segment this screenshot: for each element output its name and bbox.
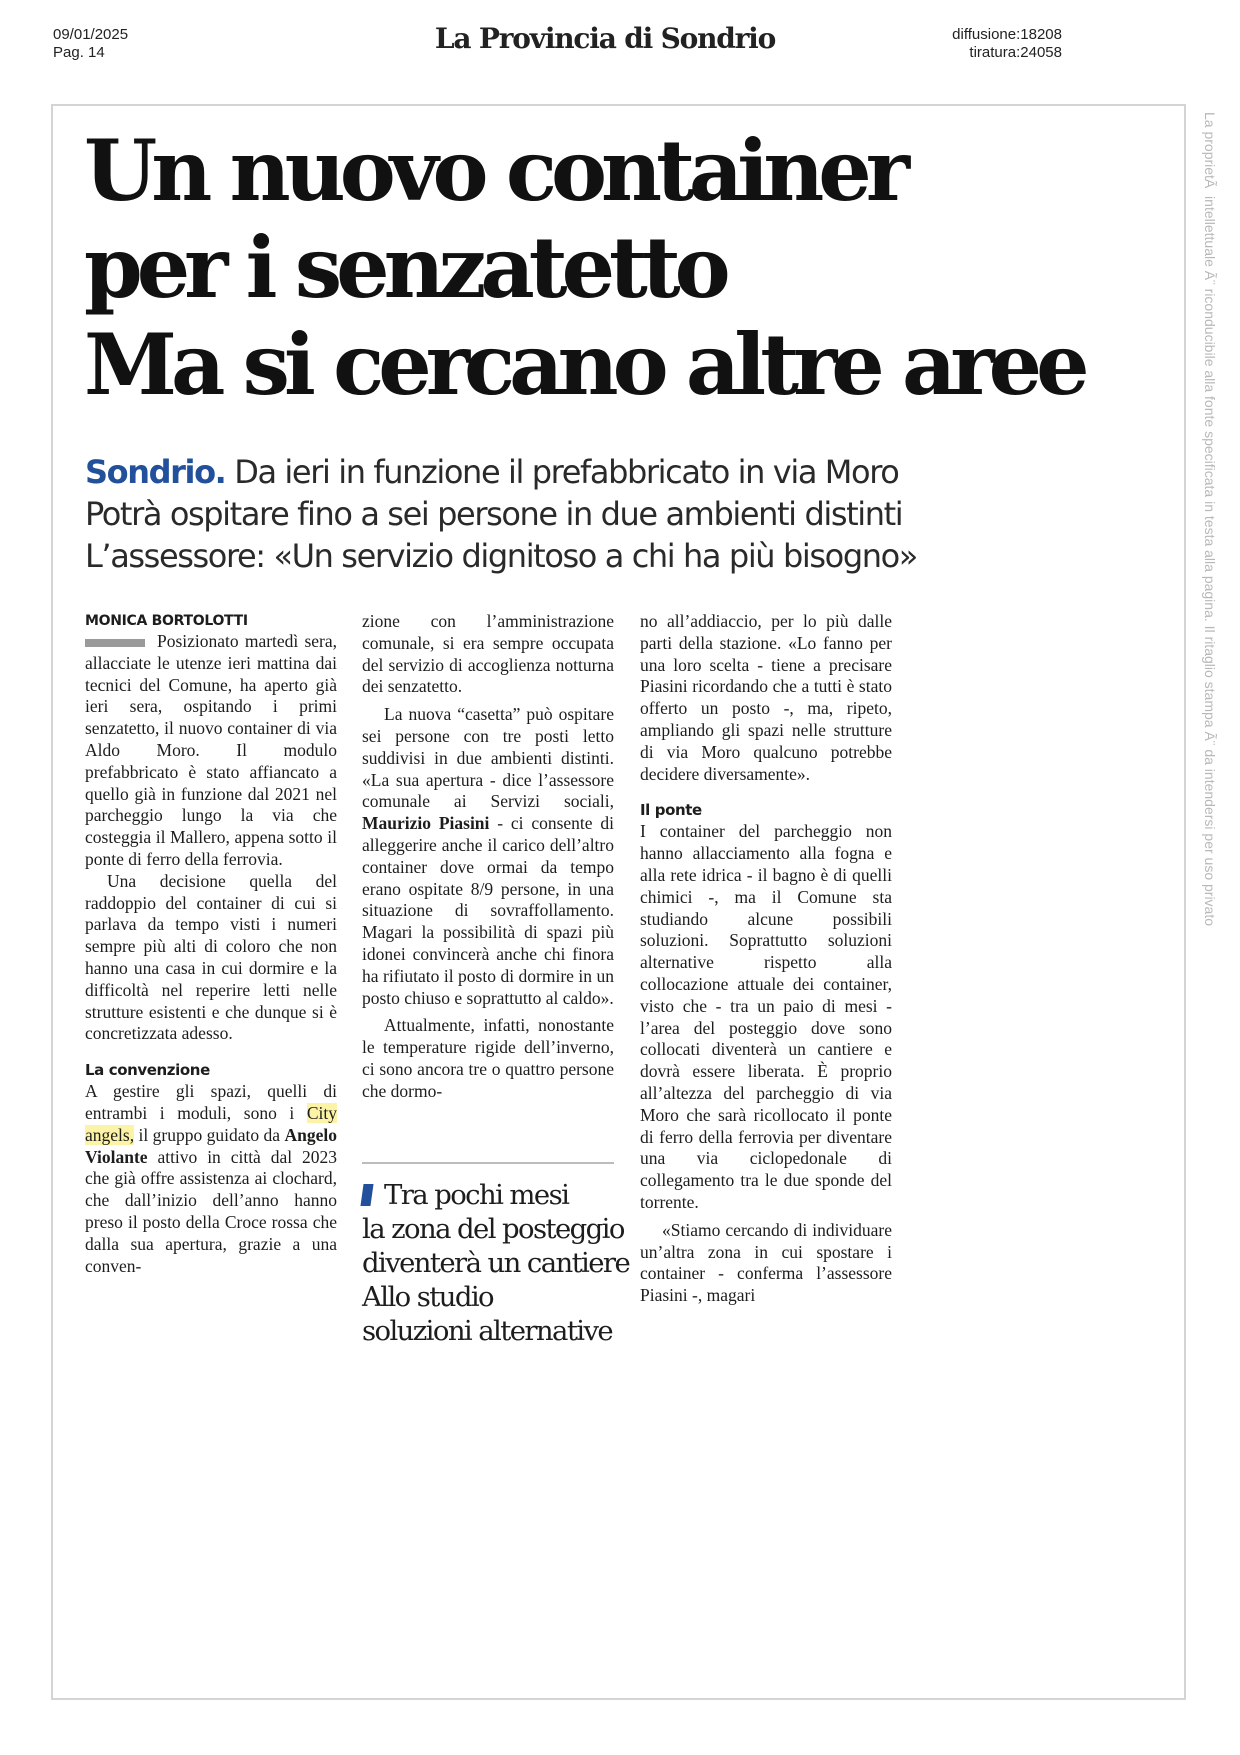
body-paragraph: Una decisione quella del raddoppio del container di cui si parlava da tempo visti i numeri sempre più alti di coloro che non hanno una casa in cui dormire e la difficoltà nel reperire letti nelle strutture esistenti e che dunque si è concretizzata adesso. [85,870,337,1044]
body-paragraph: zione con l’amministrazione comunale, si era sempre occupata del servizio di accoglienza notturna dei senzatetto. [362,611,614,697]
pull-quote-marker [360,1184,373,1206]
headline-line-3: Ma si cercano altre aree [84,315,1084,414]
page-meta-right [952,26,1062,62]
section-heading-convenzione: La convenzione [85,1061,210,1080]
page-number: Pag. 14 [53,44,105,61]
body-paragraph: A gestire gli spazi, quelli di entrambi i moduli, sono i City angels, il gruppo guidato da Angelo Violante attivo in città dal 2023 che già offre assistenza ai clochard, che dall’inizio dell’anno hanno preso il posto della Croce rossa che dalla sua apertura, grazie a una conven- [85,1081,337,1276]
newspaper-masthead: La Provincia di Sondrio [434,22,776,55]
pull-quote-line-3: diventerà un cantiere [362,1247,630,1279]
pull-quote [362,1162,630,1348]
subhead-line-2: Potrà ospitare fino a sei persone in due ambienti distinti [85,495,903,533]
person-name: Angelo Violante [85,1124,337,1167]
copyright-notice: La proprietÃ intellettuale Ã¨ riconducibile alla fonte specificata in testa alla pagina. Il ritaglio stampa Ã¨ da intendersi per uso privato [1202,112,1218,927]
page-meta-left [53,26,128,62]
author-byline: MONICA BORTOLOTTI [85,613,248,629]
article-column-3 [640,611,892,1307]
article-column-1 [85,611,337,1277]
pull-quote-line-1: Tra pochi mesi [384,1179,569,1211]
article-column-2 [362,611,614,1103]
byline-rule [85,639,145,647]
section-heading-ponte: Il ponte [640,801,702,820]
pull-quote-line-4: Allo studio [362,1281,493,1313]
body-paragraph: Attualmente, infatti, nonostante le temperature rigide dell’inverno, ci sono ancora tre o quattro persone che dormo- [362,1015,614,1101]
dateline-kicker: Sondrio. [85,453,226,491]
print-run-figure: tiratura:24058 [969,44,1062,61]
pull-quote-line-2: la zona del posteggio [362,1213,624,1245]
body-paragraph: I container del parcheggio non hanno allacciamento alla fogna e alla rete idrica - il bagno è di quelli chimici -, ma il Comune sta studiando alcune possibili soluzioni. Soprattutto soluzioni alternative rispetto alla collocazione attuale dei container, visto che - tra un paio di mesi - l’area del posteggio dove sono collocati diventerà un cantiere e dovrà essere liberata. È proprio all’altezza del parcheggio di via Moro che sarà ricollocato il ponte di ferro della ferrovia per diventare una via ciclopedonale di collegamento tra le due sponde del torrente. [640,821,892,1212]
body-paragraph: La nuova “casetta” può ospitare sei persone con tre posti letto suddivisi in due ambienti distinti. «La sua apertura - dice l’assessore comunale ai Servizi sociali, Maurizio Piasini - ci consente di alleggerire anche il carico dell’altro container dove ormai da tempo erano ospitate 8/9 persone, in una situazione di sovraffollamento. Magari la possibilità di spazi più idonei convincerà anche chi finora ha rifiutato il posto di dormire in un posto chiuso e soprattutto al caldo». [362,704,614,1008]
circulation-figure: diffusione:18208 [952,26,1062,43]
headline-line-2: per i senzatetto [84,218,725,317]
article-subhead [85,451,915,577]
body-paragraph: no all’addiaccio, per lo più dalle parti della stazione. «Lo fanno per una loro scelta - tiene a precisare Piasini ricordando che a tutti è stato offerto un posto -, ma, ripeto, ampliando gli spazi nelle strutture di via Moro qualcuno potrebbe decidere diversamente». [640,611,892,784]
headline-line-1: Un nuovo container [84,121,904,220]
publication-date: 09/01/2025 [53,26,129,43]
pull-quote-line-5: soluzioni alternative [362,1315,613,1347]
subhead-line-3: L’assessore: «Un servizio dignitoso a chi ha più bisogno» [85,537,917,575]
article-headline [84,121,1084,414]
person-name: Maurizio Piasini [362,813,490,834]
body-paragraph: Posizionato martedì sera, allacciate le utenze ieri mattina dai tecnici del Comune, ha aperto già ieri sera, ospitando i primi senzatetto, il nuovo container di via Aldo Moro. Il modulo prefabbricato è stato affiancato a quello già in funzione dal 2021 nel parcheggio lungo la via che costeggia il Mallero, appena sotto il ponte di ferro della ferrovia. [85,631,337,869]
body-paragraph: «Stiamo cercando di individuare un’altra zona in cui spostare i container - conferma l’assessore Piasini -, magari [640,1219,892,1306]
subhead-line-1: Da ieri in funzione il prefabbricato in via Moro [234,453,899,491]
highlighted-text: City angels, [85,1102,337,1145]
